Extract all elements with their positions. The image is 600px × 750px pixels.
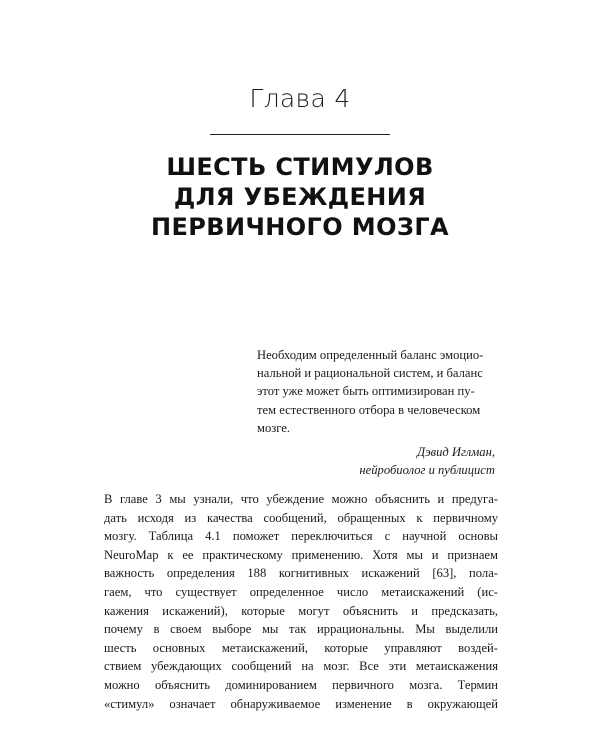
- chapter-title-line: ДЛЯ УБЕЖДЕНИЯ: [173, 183, 427, 211]
- body-line: гаем, что существует определенное число метаискажений (ис-: [104, 584, 498, 599]
- epigraph-attribution: [257, 443, 495, 479]
- epigraph-line: мозге.: [257, 420, 290, 435]
- body-line: можно объяснить доминированием первичного мозга. Термин: [104, 677, 498, 692]
- body-paragraph: [104, 490, 498, 713]
- epigraph-line: нальной и рациональной систем, и баланс: [257, 366, 483, 381]
- chapter-title-line: ШЕСТЬ СТИМУЛОВ: [166, 153, 434, 181]
- chapter-divider: [210, 134, 390, 135]
- body-line: «стимул» означает обнаруживаемое изменение в окружающей: [104, 696, 498, 711]
- body-line: NeuroMap к ее практическому применению. Хотя мы и признаем: [104, 547, 498, 562]
- epigraph-line: тем естественного отбора в человеческом: [257, 402, 481, 417]
- body-line: мозгу. Таблица 4.1 поможет переключиться с научной основы: [104, 529, 498, 544]
- body-line: дать исходя из качества сообщений, обращенных к первичному: [104, 510, 498, 525]
- epigraph-author: Дэвид Иглман,: [417, 445, 495, 460]
- body-line: важность определения 188 когнитивных искажений [63], пола-: [104, 566, 498, 581]
- epigraph-author-role: нейробиолог и публицист: [359, 463, 495, 478]
- epigraph-quote: [257, 346, 495, 437]
- chapter-title-line: ПЕРВИЧНОГО МОЗГА: [151, 213, 449, 241]
- body-line: кажения искажений), которые могут объяснить и предсказать,: [104, 603, 498, 618]
- epigraph-line: этот уже может быть оптимизирован пу-: [257, 384, 475, 399]
- body-line: ствием убеждающих сообщений на мозг. Все эти метаискажения: [104, 659, 498, 674]
- epigraph-line: Необходим определенный баланс эмоцио-: [257, 348, 484, 362]
- body-line: почему в своем выборе мы так иррациональны. Мы выделили: [104, 622, 498, 637]
- chapter-label: Глава 4: [249, 84, 351, 113]
- epigraph: [257, 346, 495, 479]
- body-line: шесть основных метаискажений, которые управляют воздей-: [104, 640, 498, 655]
- body-line: В главе 3 мы узнали, что убеждение можно объяснить и предуга-: [104, 492, 498, 506]
- chapter-title: [0, 152, 600, 242]
